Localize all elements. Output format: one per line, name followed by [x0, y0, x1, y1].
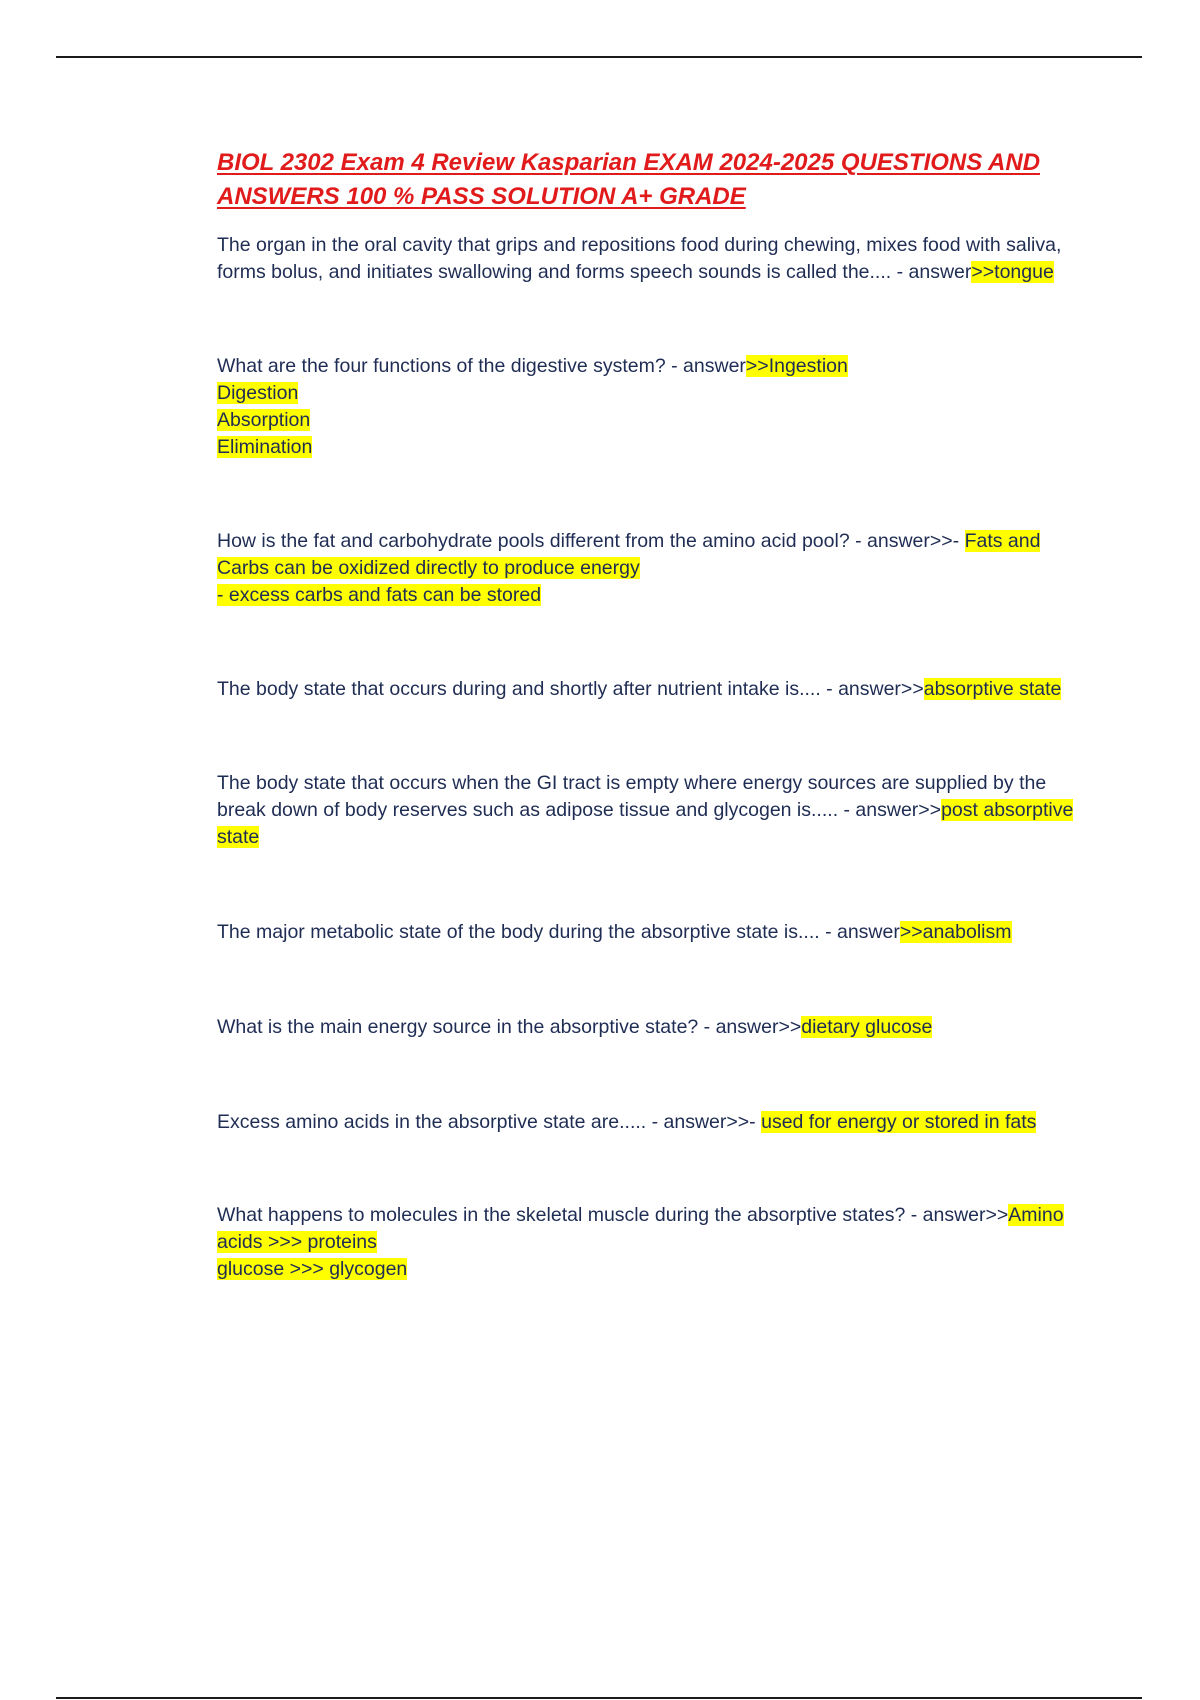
answer-line: [217, 434, 1087, 461]
answer-highlight: >>Ingestion: [745, 355, 848, 377]
answer-highlight: Fats and Carbs can be oxidized directly to produce energy: [217, 530, 1041, 579]
question-text: [217, 676, 1087, 703]
question-text: [217, 770, 1087, 851]
answer-highlight: >>anabolism: [899, 921, 1012, 943]
answer-highlight: dietary glucose: [801, 1016, 933, 1038]
answer-highlight: glucose >>> glycogen: [217, 1258, 408, 1280]
answer-line: [217, 1256, 1087, 1283]
answer-line: [217, 582, 1087, 609]
answer-highlight: Digestion: [217, 382, 299, 404]
answer-highlight: Elimination: [217, 436, 313, 458]
question: The organ in the oral cavity that grips and repositions food during chewing, mixes food with saliva, forms bolus, and initiates swallowing and forms speech sounds is called the.... - answer: [217, 234, 1062, 283]
answer-highlight: >>tongue: [971, 261, 1054, 283]
qa-item: [217, 770, 1087, 851]
question-text: [217, 1109, 1087, 1136]
qa-item: [217, 1014, 1087, 1041]
question: What is the main energy source in the absorptive state? - answer>>: [217, 1016, 802, 1038]
answer-highlight: Absorption: [217, 409, 311, 431]
answer-highlight: post absorptive state: [217, 799, 1074, 848]
question: What are the four functions of the digestive system? - answer: [217, 355, 746, 377]
qa-item: [217, 353, 1087, 461]
question: How is the fat and carbohydrate pools different from the amino acid pool? - answer>>-: [217, 530, 965, 552]
document-body: [217, 146, 1087, 1283]
question-text: [217, 1014, 1087, 1041]
answer-line: [217, 407, 1087, 434]
question: What happens to molecules in the skeletal muscle during the absorptive states? - answer>>: [217, 1204, 1009, 1226]
answer-highlight: - excess carbs and fats can be stored: [217, 584, 542, 606]
question-text: [217, 1202, 1087, 1256]
bottom-rule: [56, 1697, 1142, 1699]
answer-line: [217, 380, 1087, 407]
document-title: BIOL 2302 Exam 4 Review Kasparian EXAM 2024-2025 QUESTIONS AND ANSWERS 100 % PASS SOLUTION A+ GRADE: [217, 149, 1041, 210]
qa-item: [217, 1109, 1087, 1136]
answer-highlight: absorptive state: [923, 678, 1062, 700]
answer-highlight: Amino acids >>> proteins: [217, 1204, 1064, 1253]
question: The body state that occurs during and shortly after nutrient intake is.... - answer>>: [217, 678, 924, 700]
qa-item: [217, 676, 1087, 703]
question: Excess amino acids in the absorptive state are..... - answer>>-: [217, 1111, 762, 1133]
question-text: [217, 528, 1087, 582]
qa-item: [217, 232, 1087, 286]
question: The major metabolic state of the body during the absorptive state is.... - answer: [217, 921, 900, 943]
qa-item: [217, 1202, 1087, 1283]
question: The body state that occurs when the GI tract is empty where energy sources are supplied by the break down of body reserves such as adipose tissue and glycogen is..... - answer>>: [217, 772, 1047, 821]
question-text: [217, 919, 1087, 946]
question-text: [217, 232, 1087, 286]
qa-item: [217, 919, 1087, 946]
top-rule: [56, 56, 1142, 58]
question-text: [217, 353, 1087, 380]
qa-item: [217, 528, 1087, 609]
answer-highlight: used for energy or stored in fats: [761, 1111, 1037, 1133]
